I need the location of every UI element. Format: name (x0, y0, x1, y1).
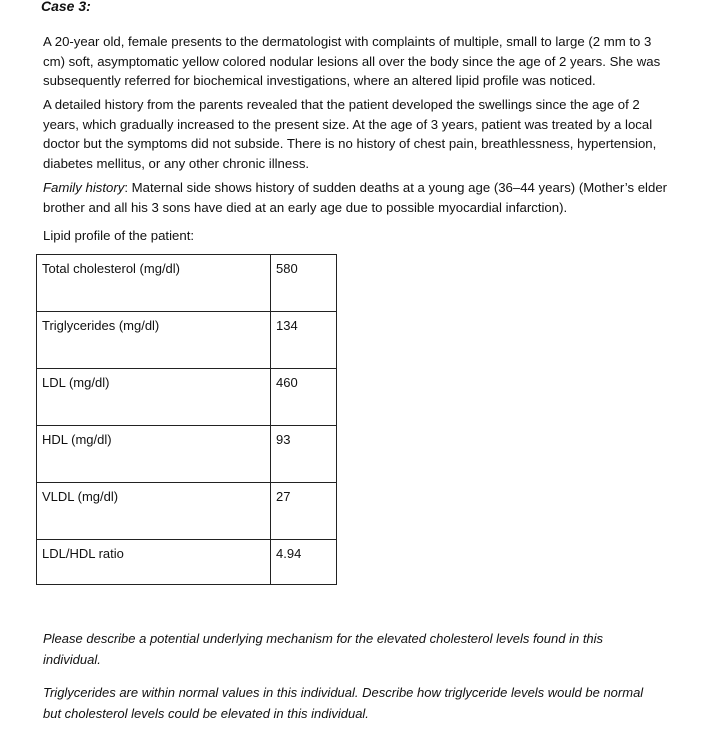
history-paragraph: A detailed history from the parents revealed that the patient developed the swellings since the age of 2 years, which gradually increased to the present size. At the age of 3 years, patient was treated by a local doctor but the symptoms did not subside. There is no history of chest pain, breathlessness, hypertension, diabetes mellitus, or any other chronic illness. (43, 97, 657, 171)
table-row (37, 483, 337, 540)
question-1: Please describe a potential underlying mechanism for the elevated cholesterol levels found in this individual. (43, 631, 604, 667)
lipid-value-cell: 93 (271, 426, 337, 483)
table-row (37, 255, 337, 312)
table-row (37, 312, 337, 369)
lipid-value-cell: 460 (271, 369, 337, 426)
question-2: Triglycerides are within normal values in this individual. Describe how triglyceride levels would be normal but cholesterol levels could be elevated in this individual. (43, 685, 644, 721)
case-title: Case 3: (41, 0, 91, 14)
lipid-name-cell: Triglycerides (mg/dl) (37, 312, 271, 369)
lipid-name-cell: VLDL (mg/dl) (37, 483, 271, 540)
lipid-name-cell: Total cholesterol (mg/dl) (37, 255, 271, 312)
lipid-value-cell: 27 (271, 483, 337, 540)
lipid-profile-intro: Lipid profile of the patient: (43, 228, 195, 243)
lipid-profile-table (36, 254, 337, 585)
table-row (37, 540, 337, 585)
family-history-paragraph (43, 178, 671, 217)
lipid-value-cell: 580 (271, 255, 337, 312)
table-row (37, 426, 337, 483)
lipid-name-cell: HDL (mg/dl) (37, 426, 271, 483)
lipid-name-cell: LDL/HDL ratio (37, 540, 271, 585)
family-history-text: : Maternal side shows history of sudden deaths at a young age (36–44 years) (Mother’s elder brother and all his 3 sons have died at an early age due to possible myocardial infarction). (43, 180, 668, 215)
lipid-name-cell: LDL (mg/dl) (37, 369, 271, 426)
table-row (37, 369, 337, 426)
family-history-label: Family history (43, 180, 125, 195)
presentation-paragraph: A 20-year old, female presents to the dermatologist with complaints of multiple, small to large (2 mm to 3 cm) soft, asymptomatic yellow colored nodular lesions all over the body since the age of 2 years. She was subsequently referred for biochemical investigations, where an altered lipid profile was noticed. (43, 34, 661, 89)
lipid-value-cell: 134 (271, 312, 337, 369)
lipid-value-cell: 4.94 (271, 540, 337, 585)
